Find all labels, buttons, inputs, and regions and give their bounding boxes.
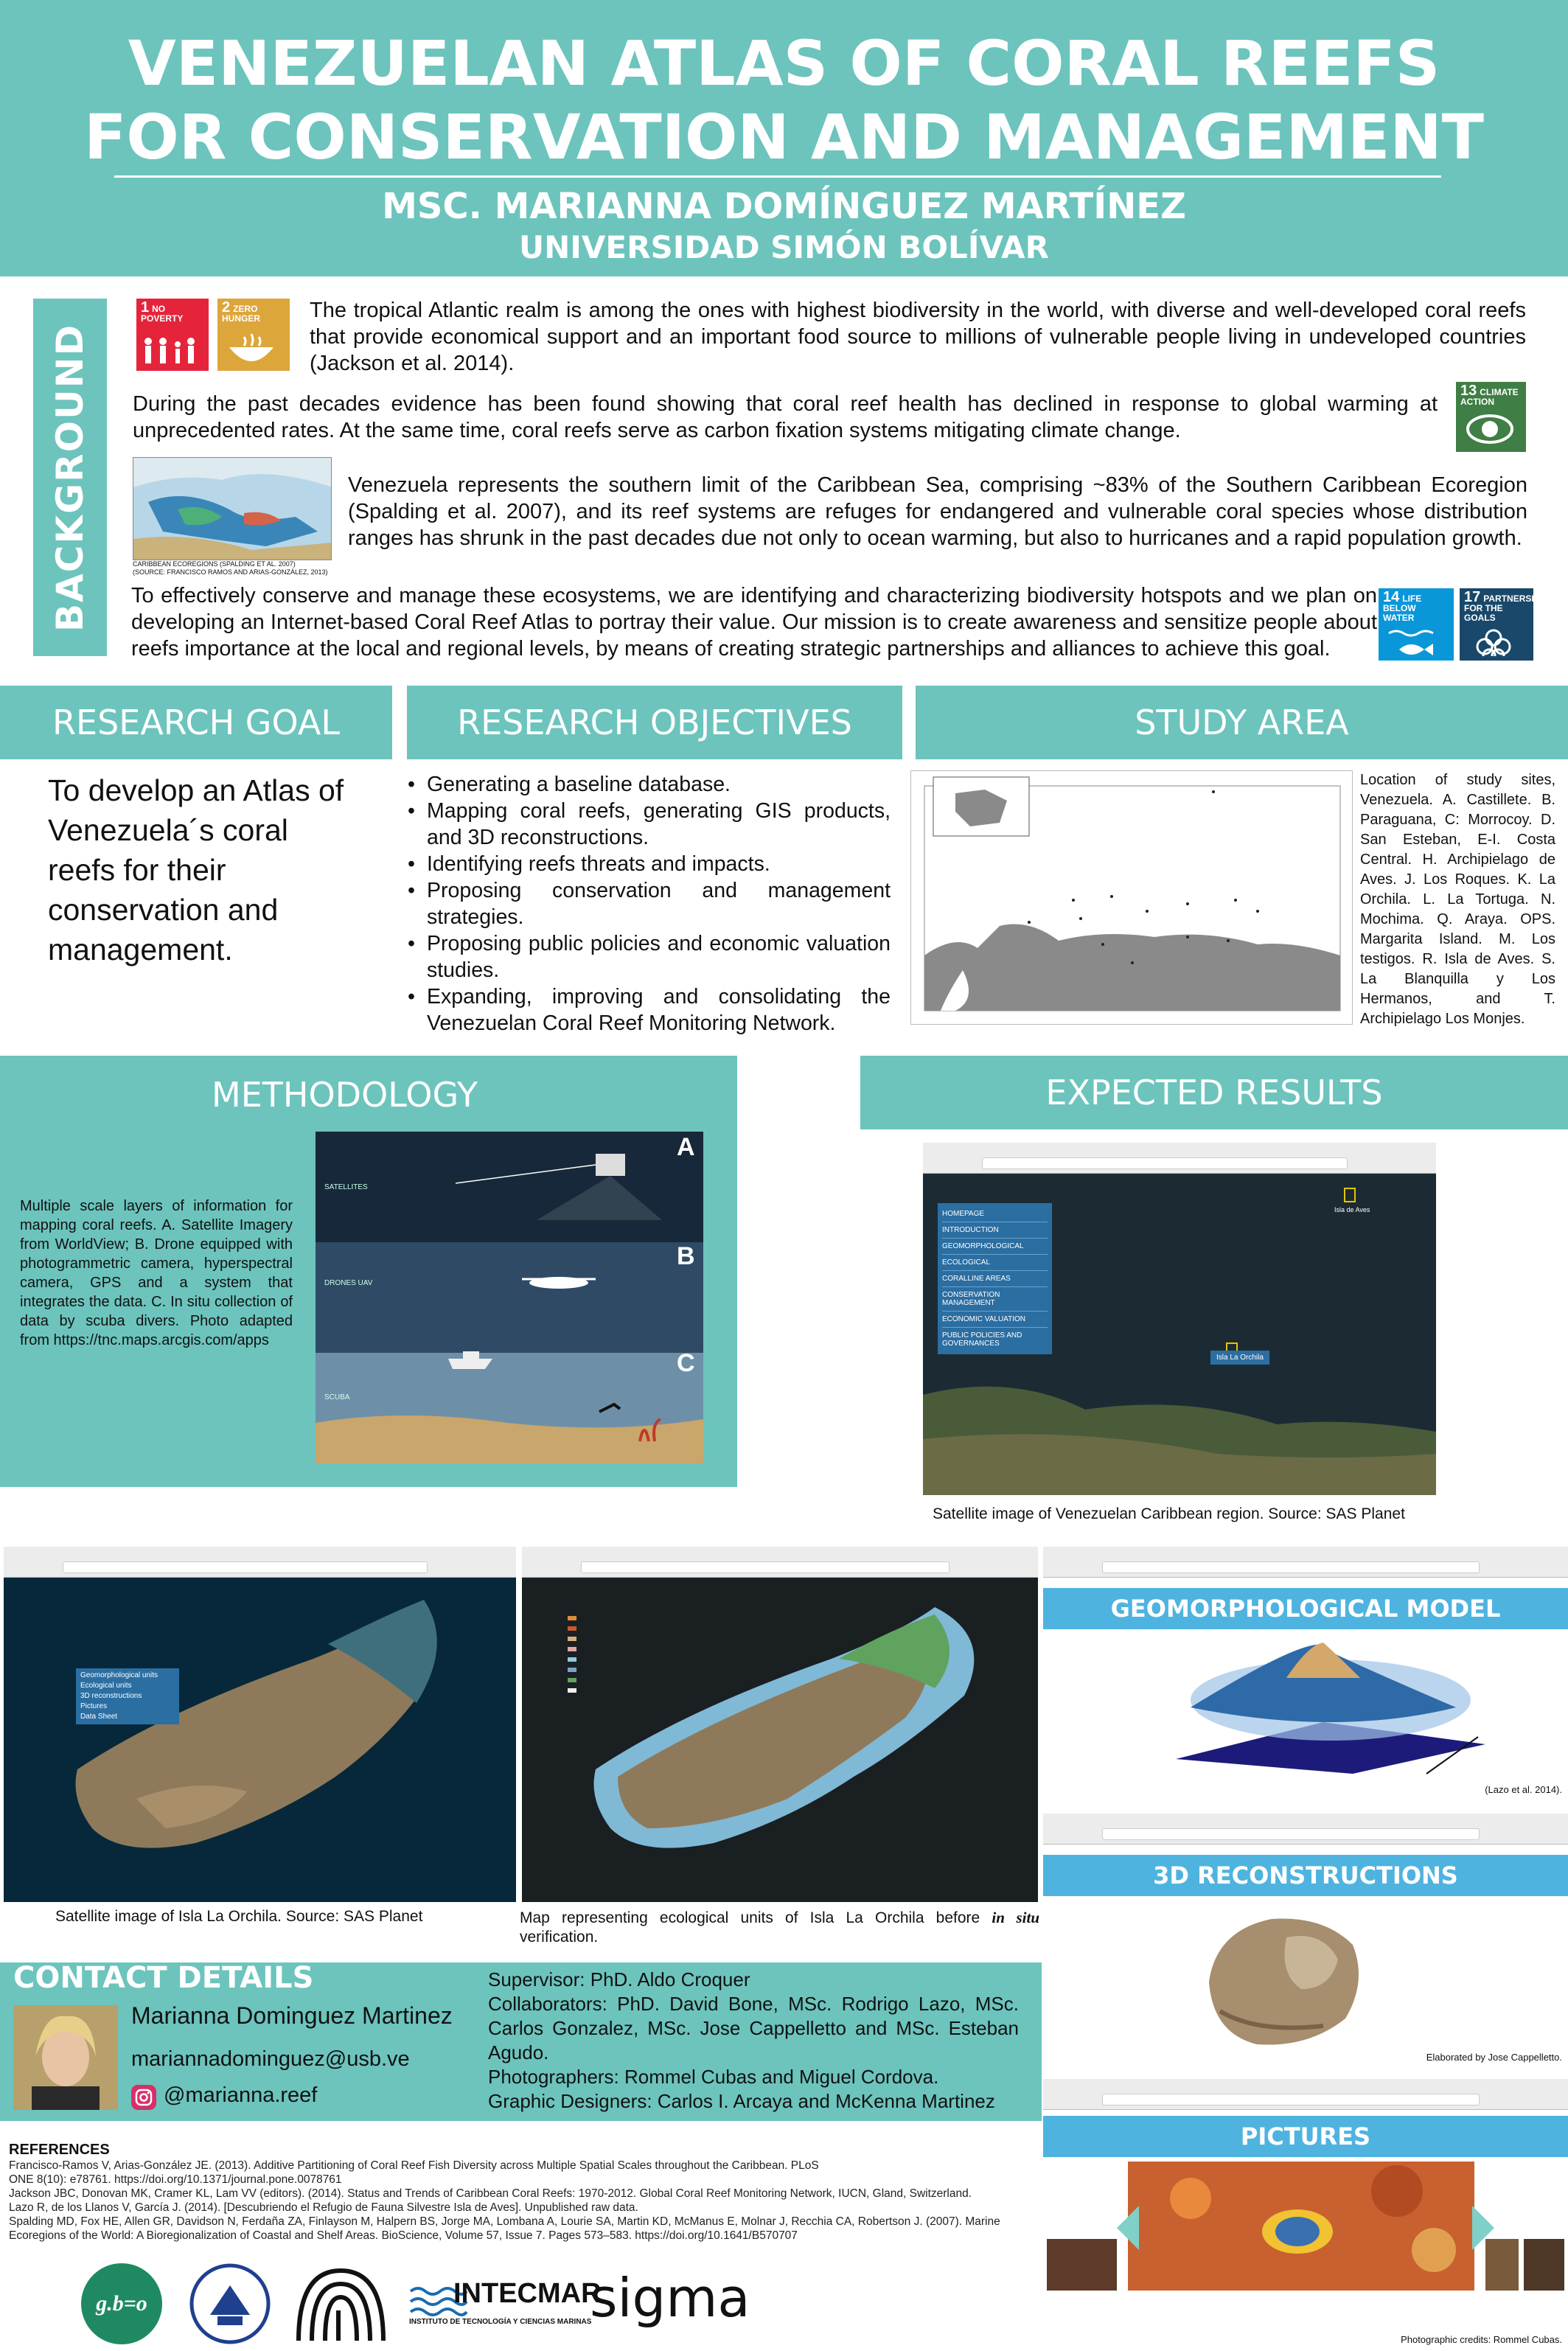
panel-label-c: C — [677, 1349, 695, 1377]
atlas-screenshot — [923, 1143, 1436, 1495]
menu-item-public-policies[interactable]: PUBLIC POLICIES AND GOVERNANCES — [942, 1331, 1022, 1348]
background-paragraph-2: During the past decades evidence has been found showing that coral reef health has declined in response to global warming at unprecedented rates. At the same time, coral reefs serve as carbon fixation systems mitigating climate change. — [133, 392, 1438, 442]
instagram-icon — [131, 2085, 156, 2110]
reference-item: Jackson JBC, Donovan MK, Cramer KL, Lam VV (editors). (2014). Status and Trends of Caribbean Coral Reefs: 1970-2012. Global Coral Reef Monitoring Network, IUCN, Gland, Switzerland. — [9, 2187, 972, 2200]
background-sidebar — [33, 299, 107, 656]
atlas-menu — [938, 1203, 1052, 1354]
author-name: MSC. MARIANNA DOMÍNGUEZ MARTÍNEZ — [382, 186, 1186, 227]
background-paragraph-3: Venezuela represents the southern limit of the Caribbean Sea, comprising ~83% of the Southern Caribbean Ecoregion (Spalding et al. 2007), and its reef systems are refuges for endangered and vulnerable coral species whose distribution ranges has shrunk in the past decades due not only to ocean warming, but also to hurricanes and a rapid population growth. — [348, 473, 1527, 550]
methodology-illustration — [316, 1132, 703, 1463]
objective-item: • Identifying reefs threats and impacts. — [408, 852, 770, 876]
objective-item: • Mapping coral reefs, generating GIS products, and 3D reconstructions. — [408, 799, 891, 849]
contact-designers: Graphic Designers: Carlos I. Arcaya and McKenna Martinez — [488, 2090, 995, 2112]
reference-item: Francisco-Ramos V, Arias-González JE. (2013). Additive Partitioning of Coral Reef Fish Diversity across Multiple Spatial Scales throughout the Caribbean. PLoS ONE 8(10): e78761. https://doi.org/10.1371/journal.pone.0078761 — [9, 2159, 819, 2186]
layer-pictures[interactable]: Pictures — [80, 1702, 108, 1710]
map-label-aves[interactable]: Isla de Aves — [1334, 1206, 1370, 1213]
reconstruction-panel — [1043, 1814, 1568, 2068]
layer-3d[interactable]: 3D reconstructions — [80, 1692, 142, 1700]
intecmar-subtext: INSTITUTO DE TECNOLOGÍA Y CIENCIAS MARINAS — [409, 2318, 592, 2326]
ecoregions-caption-1: CARIBBEAN ECOREGIONS (SPALDING ET AL. 2007) — [133, 560, 296, 568]
orchila-ecological-screenshot — [522, 1547, 1038, 1902]
reference-item: Spalding MD, Fox HE, Allen GR, Davidson N, Ferdaña ZA, Finlayson M, Halpern BS, Jorge MA, Lombana A, Lourie SA, Martin KD, McManus E, Molnar J, Recchia CA, Robertson J. (2007). Marine Ecoregions of the World: A Bioregionalization of Coastal and Shelf Areas. BioScience, Volume 57, Issue 7. Pages 573–583. https://doi.org/10.1641/B570707 — [9, 2215, 1000, 2242]
geomorph-credit: (Lazo et al. 2014). — [1485, 1784, 1562, 1795]
contact-supervisor: Supervisor: PhD. Aldo Croquer — [488, 1968, 750, 1990]
title-divider — [114, 175, 1441, 178]
research-goal-text: To develop an Atlas of Venezuela´s coral reefs for their conservation and management. — [48, 773, 344, 966]
geomorph-header: GEOMORPHOLOGICAL MODEL — [1043, 1588, 1568, 1629]
sdg-14-icon: 14 LIFE BELOW WATER — [1379, 588, 1454, 661]
panel-tag-drones: DRONES UAV — [324, 1279, 373, 1287]
browser-toolbar — [923, 1143, 1436, 1174]
poster-title-line1: VENEZUELAN ATLAS OF CORAL REEFS — [128, 27, 1440, 100]
browser-toolbar — [1043, 1547, 1568, 1578]
contact-photographers: Photographers: Rommel Cubas and Miguel Cordova. — [488, 2066, 939, 2088]
orchila-ecological-caption — [520, 1908, 1039, 1947]
browser-toolbar — [522, 1547, 1038, 1578]
study-area-map — [910, 770, 1353, 1025]
contact-header: CONTACT DETAILS — [13, 1961, 314, 1995]
objective-item: • Expanding, improving and consolidating the Venezuelan Coral Reef Monitoring Network. — [408, 985, 891, 1035]
menu-item-introduction[interactable]: INTRODUCTION — [942, 1222, 1048, 1239]
sdg-1-icon: 1 NO POVERTY — [136, 299, 209, 371]
panel-label-b: B — [677, 1242, 695, 1270]
pictures-panel — [1043, 2079, 1568, 2351]
research-goal-header: RESEARCH GOAL — [0, 686, 392, 759]
intecmar-text: INTECMAR — [453, 2278, 602, 2309]
reference-item: Lazo R, de los Llanos V, García J. (2014). [Descubriendo el Refugio de Fauna Silvestre Isla de Aves]. Unpublished raw data. — [9, 2201, 638, 2214]
expected-results-caption: Satellite image of Venezuelan Caribbean region. Source: SAS Planet — [933, 1505, 1405, 1522]
ecoregions-caption-2: (SOURCE: FRANCISCO RAMOS AND ARIAS-GONZÁLEZ, 2013) — [133, 568, 328, 576]
study-area-caption: Location of study sites, Venezuela. A. Castillete. B. Paraguana, C: Morrocoy. D. San Esteban, E-I. Costa Central. H. Archipielago de Aves. J. Los Roques. K. La Orchila. L. La Tortuga. N. Mochima. Q. Araya. OPS. Margarita Island. M. Los testigos. R. Isla de Aves. S. La Blanquilla y Los Hermanos, and T. Archipielago Los Monjes. — [1360, 772, 1555, 1027]
contact-collaborators: Collaborators: PhD. David Bone, MSc. Rodrigo Lazo, MSc. Carlos Gonzalez, MSc. Jose Cappelletto and MSc. Esteban Agudo. — [488, 1993, 1019, 2063]
panel-tag-scuba: SCUBA — [324, 1393, 350, 1401]
objectives-list — [408, 771, 891, 1037]
menu-item-economic-valuation[interactable]: ECONOMIC VALUATION — [942, 1312, 1048, 1328]
sdg-13-icon: 13 CLIMATE ACTION — [1456, 382, 1526, 452]
poster-title-line2: FOR CONSERVATION AND MANAGEMENT — [83, 100, 1485, 173]
menu-item-geomorphological[interactable]: GEOMORPHOLOGICAL — [942, 1239, 1048, 1255]
pictures-header: PICTURES — [1043, 2116, 1568, 2157]
references-header: REFERENCES — [9, 2142, 110, 2158]
background-label: BACKGROUND — [49, 323, 91, 632]
ecoregions-map — [133, 457, 332, 560]
layer-popup[interactable] — [76, 1668, 179, 1724]
avatar — [13, 2005, 118, 2110]
gbo-logo — [81, 2263, 162, 2344]
browser-toolbar — [4, 1547, 516, 1578]
contact-email[interactable]: mariannadominguez@usb.ve — [131, 2047, 410, 2071]
layer-ecological[interactable]: Ecological units — [80, 1682, 132, 1690]
orchila-satellite-screenshot — [4, 1547, 516, 1902]
menu-item-ecological[interactable]: ECOLOGICAL — [942, 1255, 1048, 1271]
pictures-credit: Photographic credits: Rommel Cubas. — [1401, 2334, 1562, 2345]
map-label-orchila[interactable]: Isla La Orchila — [1210, 1351, 1269, 1365]
affiliation: UNIVERSIDAD SIMÓN BOLÍVAR — [519, 229, 1049, 265]
usb-logo — [291, 2263, 391, 2344]
menu-item-coralline-areas[interactable]: CORALLINE AREAS — [942, 1271, 1048, 1287]
objective-item: • Proposing conservation and management strategies. — [408, 879, 891, 929]
menu-item-homepage[interactable]: HOMEPAGE — [942, 1206, 1048, 1222]
sdg-17-icon: 17 PARTNERSHIPS FOR THE GOALS — [1460, 588, 1533, 661]
objective-item: • Generating a baseline database. — [408, 773, 731, 796]
geomorph-panel — [1043, 1547, 1568, 1801]
caption-in-situ: in situ — [992, 1909, 1039, 1926]
expected-results-header: EXPECTED RESULTS — [860, 1056, 1568, 1129]
intecmar-logo — [409, 2278, 602, 2337]
reconstruction-header: 3D RECONSTRUCTIONS — [1043, 1855, 1568, 1896]
objective-item: • Proposing public policies and economic valuation studies. — [408, 932, 891, 982]
caption-part: Map representing ecological units of Isla La Orchila before — [520, 1909, 992, 1926]
contact-instagram[interactable]: @marianna.reef — [164, 2083, 318, 2107]
research-objectives-header: RESEARCH OBJECTIVES — [407, 686, 902, 759]
background-paragraph-4: To effectively conserve and manage these ecosystems, we are identifying and characterizing biodiversity hotspots and we plan on developing an Internet-based Coral Reef Atlas to portray their value. Our mission is to create awareness and sensitize people about reefs importance at the local and regional levels, by means of creating strategic partnerships and alliances to achieve this goal. — [131, 584, 1377, 661]
browser-toolbar — [1043, 1814, 1568, 1845]
methodology-text: Multiple scale layers of information for mapping coral reefs. A. Satellite Imagery from WorldView; B. Drone equipped with photogrammetric camera, hyperspectral camera, GPS and a system that integrates the data. C. In situ collection of data by scuba divers. Photo adapted from https://tnc.maps.arcgis.com/apps — [20, 1198, 293, 1348]
contact-name: Marianna Dominguez Martinez — [131, 2002, 453, 2029]
caption-part: verification. — [520, 1929, 599, 1946]
layer-datasheet[interactable]: Data Sheet — [80, 1713, 118, 1721]
usb-seal-logo — [188, 2263, 273, 2344]
panel-tag-satellites: SATELLITES — [324, 1183, 368, 1191]
methodology-header: METHODOLOGY — [212, 1075, 478, 1115]
sigma-logo: sigma — [590, 2267, 750, 2329]
menu-item-conservation[interactable]: CONSERVATION MANAGEMENT — [942, 1287, 1048, 1312]
layer-geomorphological[interactable]: Geomorphological units — [80, 1671, 158, 1679]
gbo-logo-text: g.b=o — [96, 2291, 147, 2316]
orchila-satellite-caption: Satellite image of Isla La Orchila. Source: SAS Planet — [55, 1908, 423, 1925]
browser-toolbar — [1043, 2079, 1568, 2110]
panel-label-a: A — [677, 1133, 695, 1161]
background-paragraph-1: The tropical Atlantic realm is among the ones with highest biodiversity in the world, with diverse and well-developed coral reefs that provide economical support and an important food source to millions of vulnerable people living in undeveloped countries (Jackson et al. 2014). — [310, 299, 1526, 375]
sdg-2-icon: 2 ZERO HUNGER — [217, 299, 290, 371]
study-area-header: STUDY AREA — [916, 686, 1568, 759]
reconstruction-credit: Elaborated by Jose Cappelletto. — [1426, 2052, 1562, 2063]
